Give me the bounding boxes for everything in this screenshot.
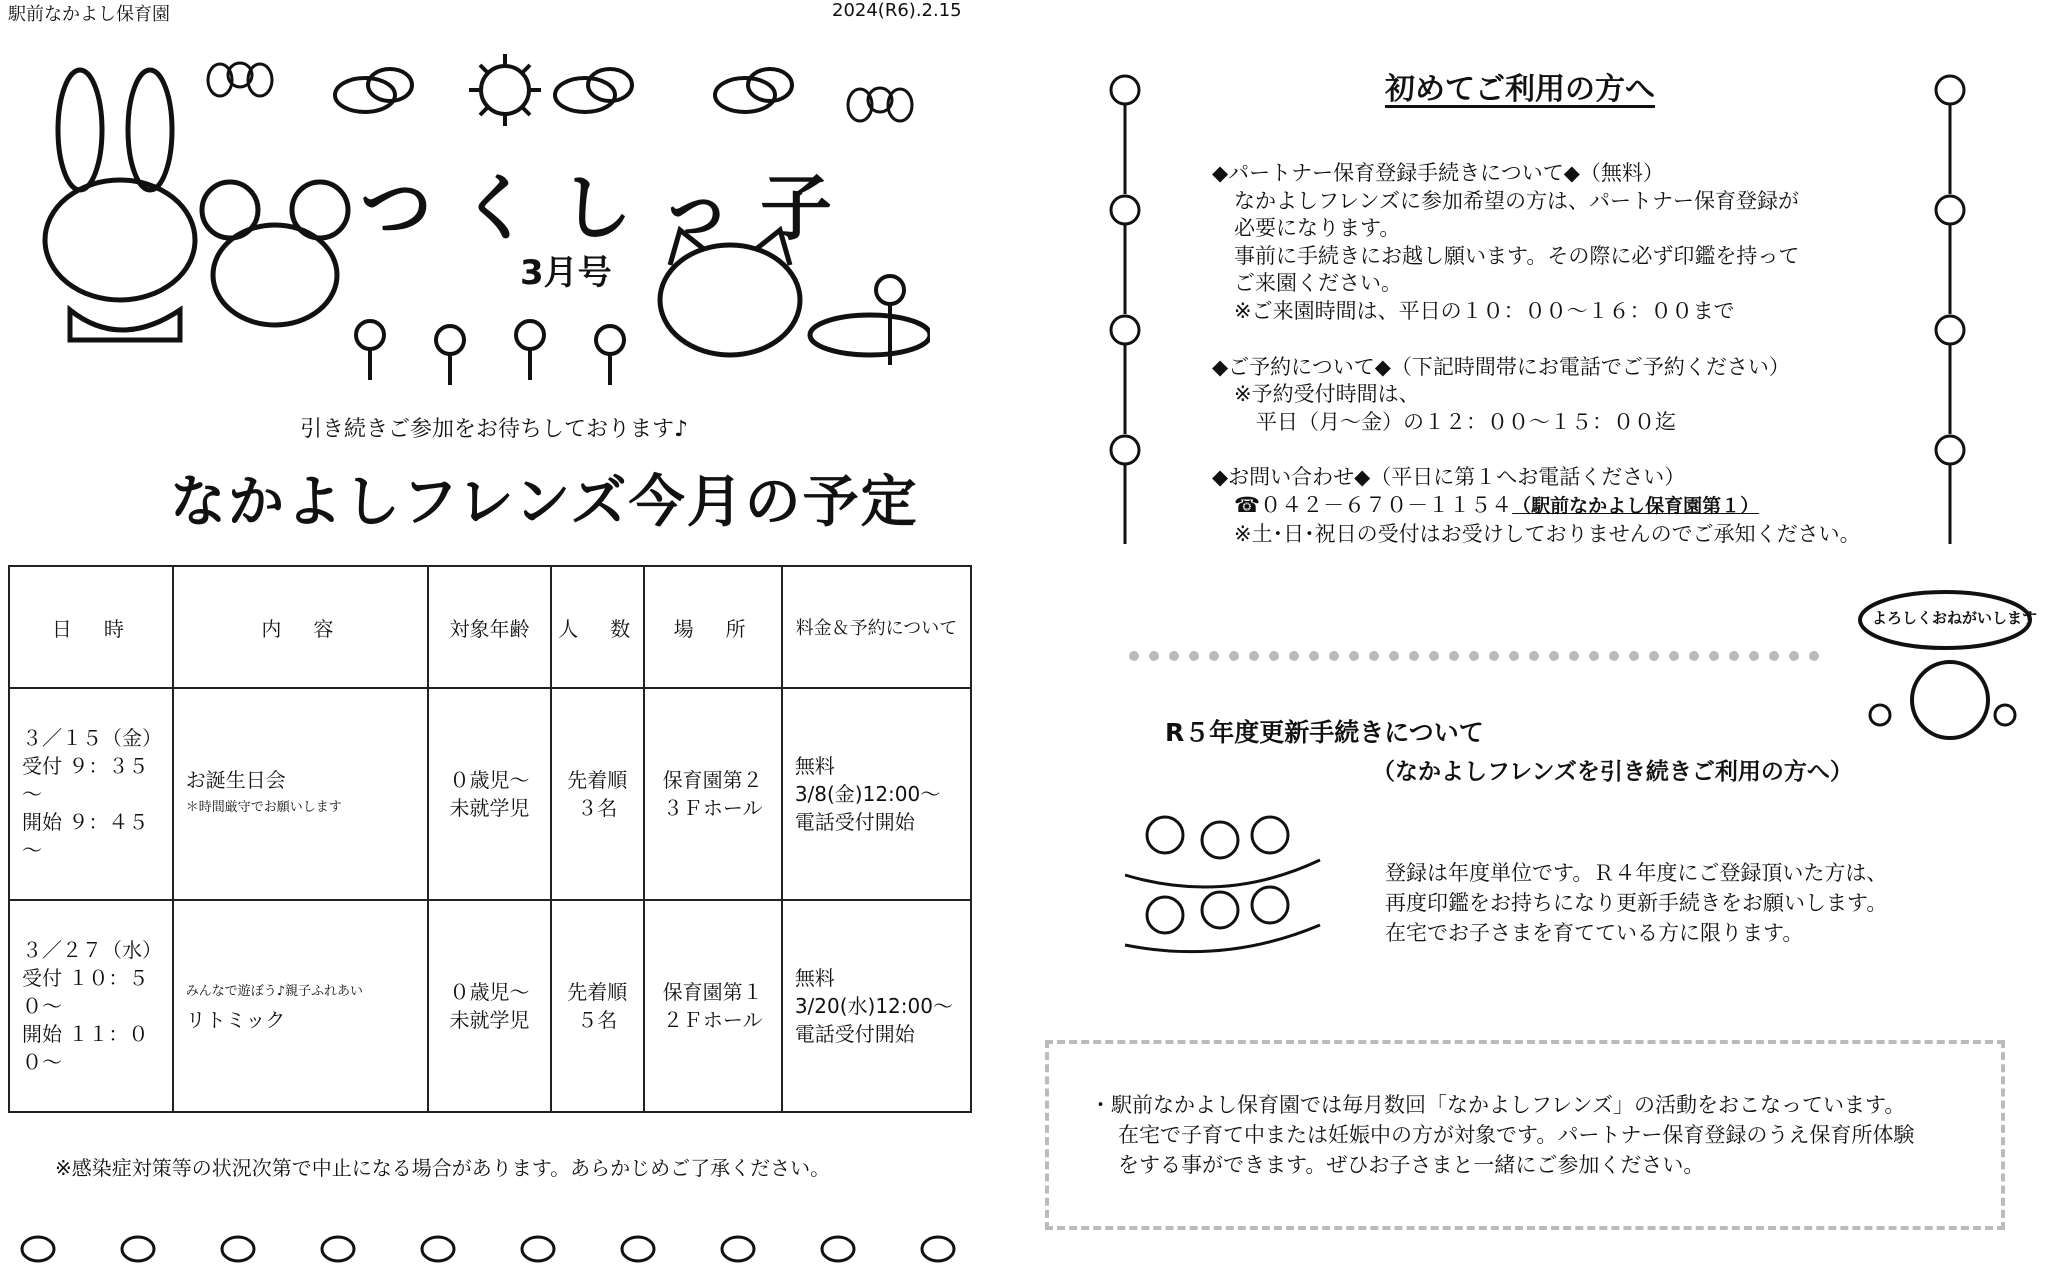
header-number: 人 数: [551, 566, 644, 688]
cell-date: ３／１５（金） 受付 ９：３５～ 開始 ９：４５～: [9, 688, 173, 900]
bee-border: [8, 1225, 968, 1273]
info-box-text: ・駅前なかよし保育園では毎月数回「なかよしフレンズ」の活動をおこなっています。 在宅で子育て中または妊娠中の方が対象です。パートナー保育登録のうえ保育所体験 をする事ができます。ぜひお子さまと一緒にご参加ください。: [1090, 1093, 1915, 1177]
cell-fee: 無料 3/20(水)12:00～ 電話受付開始: [782, 900, 971, 1112]
butterfly-icon: [208, 63, 912, 121]
cell-content: お誕生日会 ＊時間厳守でお願いします: [173, 688, 428, 900]
r5-renewal-title: R５年度更新手続きについて: [1165, 718, 1484, 747]
right-vine-border: [1920, 70, 1980, 550]
table-header-row: [9, 566, 971, 688]
invite-text: 引き続きご参加をお待ちしております♪: [300, 417, 689, 442]
rabbit-icon: [45, 70, 195, 340]
left-vine-border: [1095, 70, 1155, 550]
phone-number: ☎０４２－６７０－１１５４: [1234, 492, 1513, 517]
bee-icon: [22, 1237, 954, 1261]
dandelion-icon: [1111, 76, 1139, 544]
header-age: 対象年齢: [428, 566, 551, 688]
cloud-icon: [335, 69, 792, 112]
birds-illustration: [1120, 805, 1325, 965]
issue-date: 2024(R6).2.15: [832, 0, 962, 21]
cell-date: ３／２７（水） 受付 １０：５０～ 開始 １１：００～: [9, 900, 173, 1112]
school-name: 駅前なかよし保育園: [8, 4, 170, 25]
header-place: 場 所: [644, 566, 782, 688]
mouse-icon: [202, 182, 348, 325]
issue-number: 3月号: [520, 253, 612, 293]
cell-place: 保育園第２ ３Ｆホール: [644, 688, 782, 900]
r5-renewal-subtitle: （なかよしフレンズを引き続きご利用の方へ）: [1372, 759, 1853, 785]
header-content: 内 容: [173, 566, 428, 688]
header-fee: 料金＆予約について: [782, 566, 971, 688]
bird-icon: [1125, 817, 1320, 952]
flower-icon: [356, 276, 904, 385]
cell-number: 先着順 ５名: [551, 900, 644, 1112]
schedule-table: [8, 565, 972, 1113]
cell-age: ０歳児～ 未就学児: [428, 688, 551, 900]
sun-icon: [469, 54, 541, 126]
dandelion-icon: [1936, 76, 1964, 544]
cell-fee: 無料 3/8(金)12:00～ 電話受付開始: [782, 688, 971, 900]
first-time-info: ◆パートナー保育登録手続きについて◆（無料） なかよしフレンズに参加希望の方は、パートナー保育登録が 必要になります。 事前に手続きにお越し願います。その際に必ず印鑑を持って ご来園ください。 ※ご来園時間は、平日の１０：００～１６：００まで ◆ご予約について◆（下記時間帯にお電話でご予約ください） ※予約受付時間は、 平日（月～金）の１２：００～１５：００迄 ◆お問い合わせ◆（平日に第１へお電話ください） ☎０４２－６７０－１１５４（駅前なかよし保育園第１） ※土･日･祝日の受付はお受けしておりませんのでご承知ください。: [1212, 161, 1861, 546]
header-date: 日 時: [9, 566, 173, 688]
greeting-text: よろしくおねがいします: [1872, 609, 2038, 627]
cell-number: 先着順 ３名: [551, 688, 644, 900]
cell-age: ０歳児～ 未就学児: [428, 900, 551, 1112]
r5-renewal-body: 登録は年度単位です。Ｒ４年度にご登録頂いた方は、 再度印鑑をお持ちになり更新手続きをお願いします。 在宅でお子さまを育てている方に限ります。: [1385, 861, 1888, 945]
newsletter-title: つくしっ子: [360, 166, 861, 250]
cell-place: 保育園第１ ２Ｆホール: [644, 900, 782, 1112]
cell-content: みんなで遊ぼう♪親子ふれあい リトミック: [173, 900, 428, 1112]
schedule-heading: なかよしフレンズ今月の予定: [170, 470, 919, 535]
table-row: [9, 900, 971, 1112]
table-row: [9, 688, 971, 900]
first-time-title: 初めてご利用の方へ: [1385, 72, 1655, 107]
caution-note: ※感染症対策等の状況次第で中止になる場合があります。あらかじめご了承ください。: [55, 1156, 831, 1180]
dotted-divider: [1128, 650, 1828, 662]
